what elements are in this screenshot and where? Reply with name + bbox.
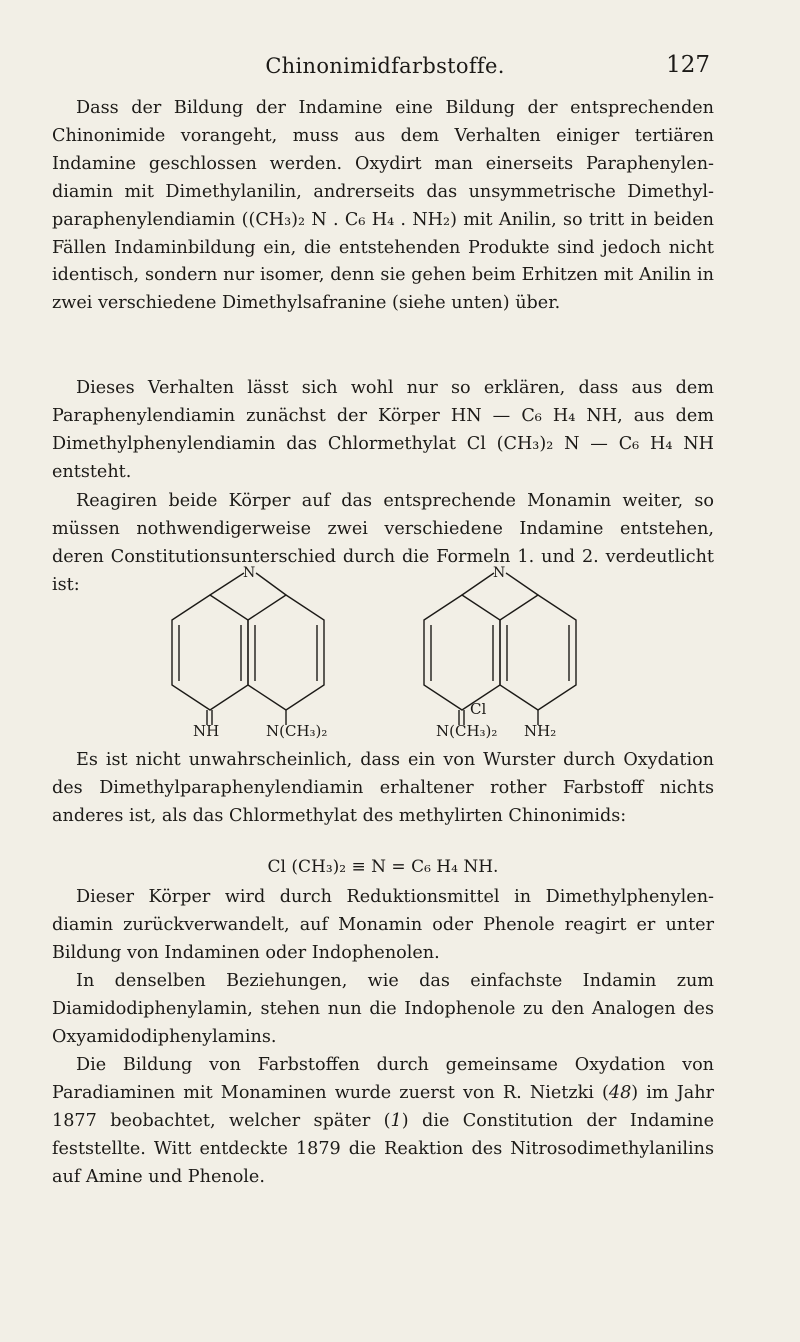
benzene-ring-1b (248, 595, 324, 710)
paragraph-7-text-c: ) die Constitution der Indamine feststellte. Witt entdeckte 1879 die Reaktion des Nitrosodimethylanilins auf Amine und Phenole. (52, 1110, 714, 1187)
paragraph-7-text-b: ) im Jahr 1877 beobachtet, welcher später ( (52, 1082, 714, 1131)
structure-1-right-label: N(CH₃)₂ (266, 722, 328, 740)
paragraph-6-text: In denselben Beziehungen, wie das einfachste Indamin zum Diamidodiphenylamin, stehen nun die Indophenole zu den Analogen des Oxyamidodiphenylamins. (52, 971, 714, 1047)
running-title: Chinonimidfarbstoffe. (265, 54, 505, 78)
paragraph-5 (52, 884, 714, 968)
paragraph-1-text: Dass der Bildung der Indamine eine Bildung der entsprechenden Chinonimide vorangeht, muss aus dem Verhalten einiger tertiären Indamine geschlossen werden. Oxydirt man einerseits Paraphenylendiamin mit Dimethylanilin, andrerseits das unsymmetrische Dimethylparaphenylendiamin ((CH₃)₂ N . C₆ H₄ . NH₂) mit Anilin, so tritt in beiden Fällen Indaminbildung ein, die entstehenden Produkte sind jedoch nicht identisch, sondern nur isomer, denn sie gehen beim Erhitzen mit Anilin in zwei verschiedene Dimethylsafranine (siehe unten) über. (52, 98, 714, 314)
running-header (60, 52, 710, 84)
paragraph-4-text: Es ist nicht unwahrscheinlich, dass ein von Wurster durch Oxydation des Dimethylparaphenylendiamin erhaltener rother Farbstoff nichts anderes ist, als das Chlormethylat des methylirten Chinonimids: (52, 750, 714, 826)
structure-2-left-label: N(CH₃)₂ (436, 722, 498, 740)
paragraph-1 (52, 95, 714, 318)
structure-label-row (0, 700, 800, 748)
bridge-bond-1a (210, 573, 244, 595)
structure-2-cl-label: Cl (470, 700, 487, 718)
paragraph-3-text: Reagiren beide Körper auf das entsprechende Monamin weiter, so müssen nothwendigerweise zwei verschiedene Indamine entstehen, deren Constitutionsunterschied durch die Formeln 1. und 2. verdeutlicht ist: (52, 491, 714, 595)
page-number: 127 (666, 52, 710, 78)
bridge-bond-2a (462, 573, 494, 595)
bridge-label-1: N (243, 565, 256, 581)
paragraph-4 (52, 747, 714, 831)
benzene-ring-2a (424, 595, 500, 710)
reference-1: 1 (390, 1110, 402, 1131)
paragraph-2-text: Dieses Verhalten lässt sich wohl nur so erklären, dass aus dem Paraphenylendiamin zunächst der Körper HN — C₆ H₄ NH, aus dem Dimethylphenylendiamin das Chlormethylat Cl (CH₃)₂ N — C₆ H₄ NH entsteht. (52, 378, 714, 482)
structure-1-left-label: NH (193, 722, 220, 740)
bridge-label-2: N (493, 565, 506, 581)
paragraph-5-text: Dieser Körper wird durch Reduktionsmittel in Dimethylphenylendiamin zurückverwandelt, auf Monamin oder Phenole reagirt er unter Bildung von Indaminen oder Indophenolen. (52, 887, 714, 963)
paragraph-2 (52, 375, 714, 487)
bridge-bond-1b (256, 573, 286, 595)
paragraph-7-text-a: Die Bildung von Farbstoffen durch gemeinsame Oxydation von Paradiaminen mit Monaminen wurde zuerst von R. Nietzki ( (52, 1055, 714, 1103)
formula-line: Cl (CH₃)₂ ≡ N = C₆ H₄ NH. (267, 857, 499, 877)
benzene-ring-1a (172, 595, 248, 710)
paragraph-6 (52, 968, 714, 1052)
paragraph-7 (52, 1052, 714, 1192)
structure-2-right-label: NH₂ (524, 722, 557, 740)
bridge-bond-2b (506, 573, 538, 595)
reference-48: 48 (608, 1082, 632, 1103)
structural-formulas (0, 565, 800, 725)
benzene-ring-2b (500, 595, 576, 710)
